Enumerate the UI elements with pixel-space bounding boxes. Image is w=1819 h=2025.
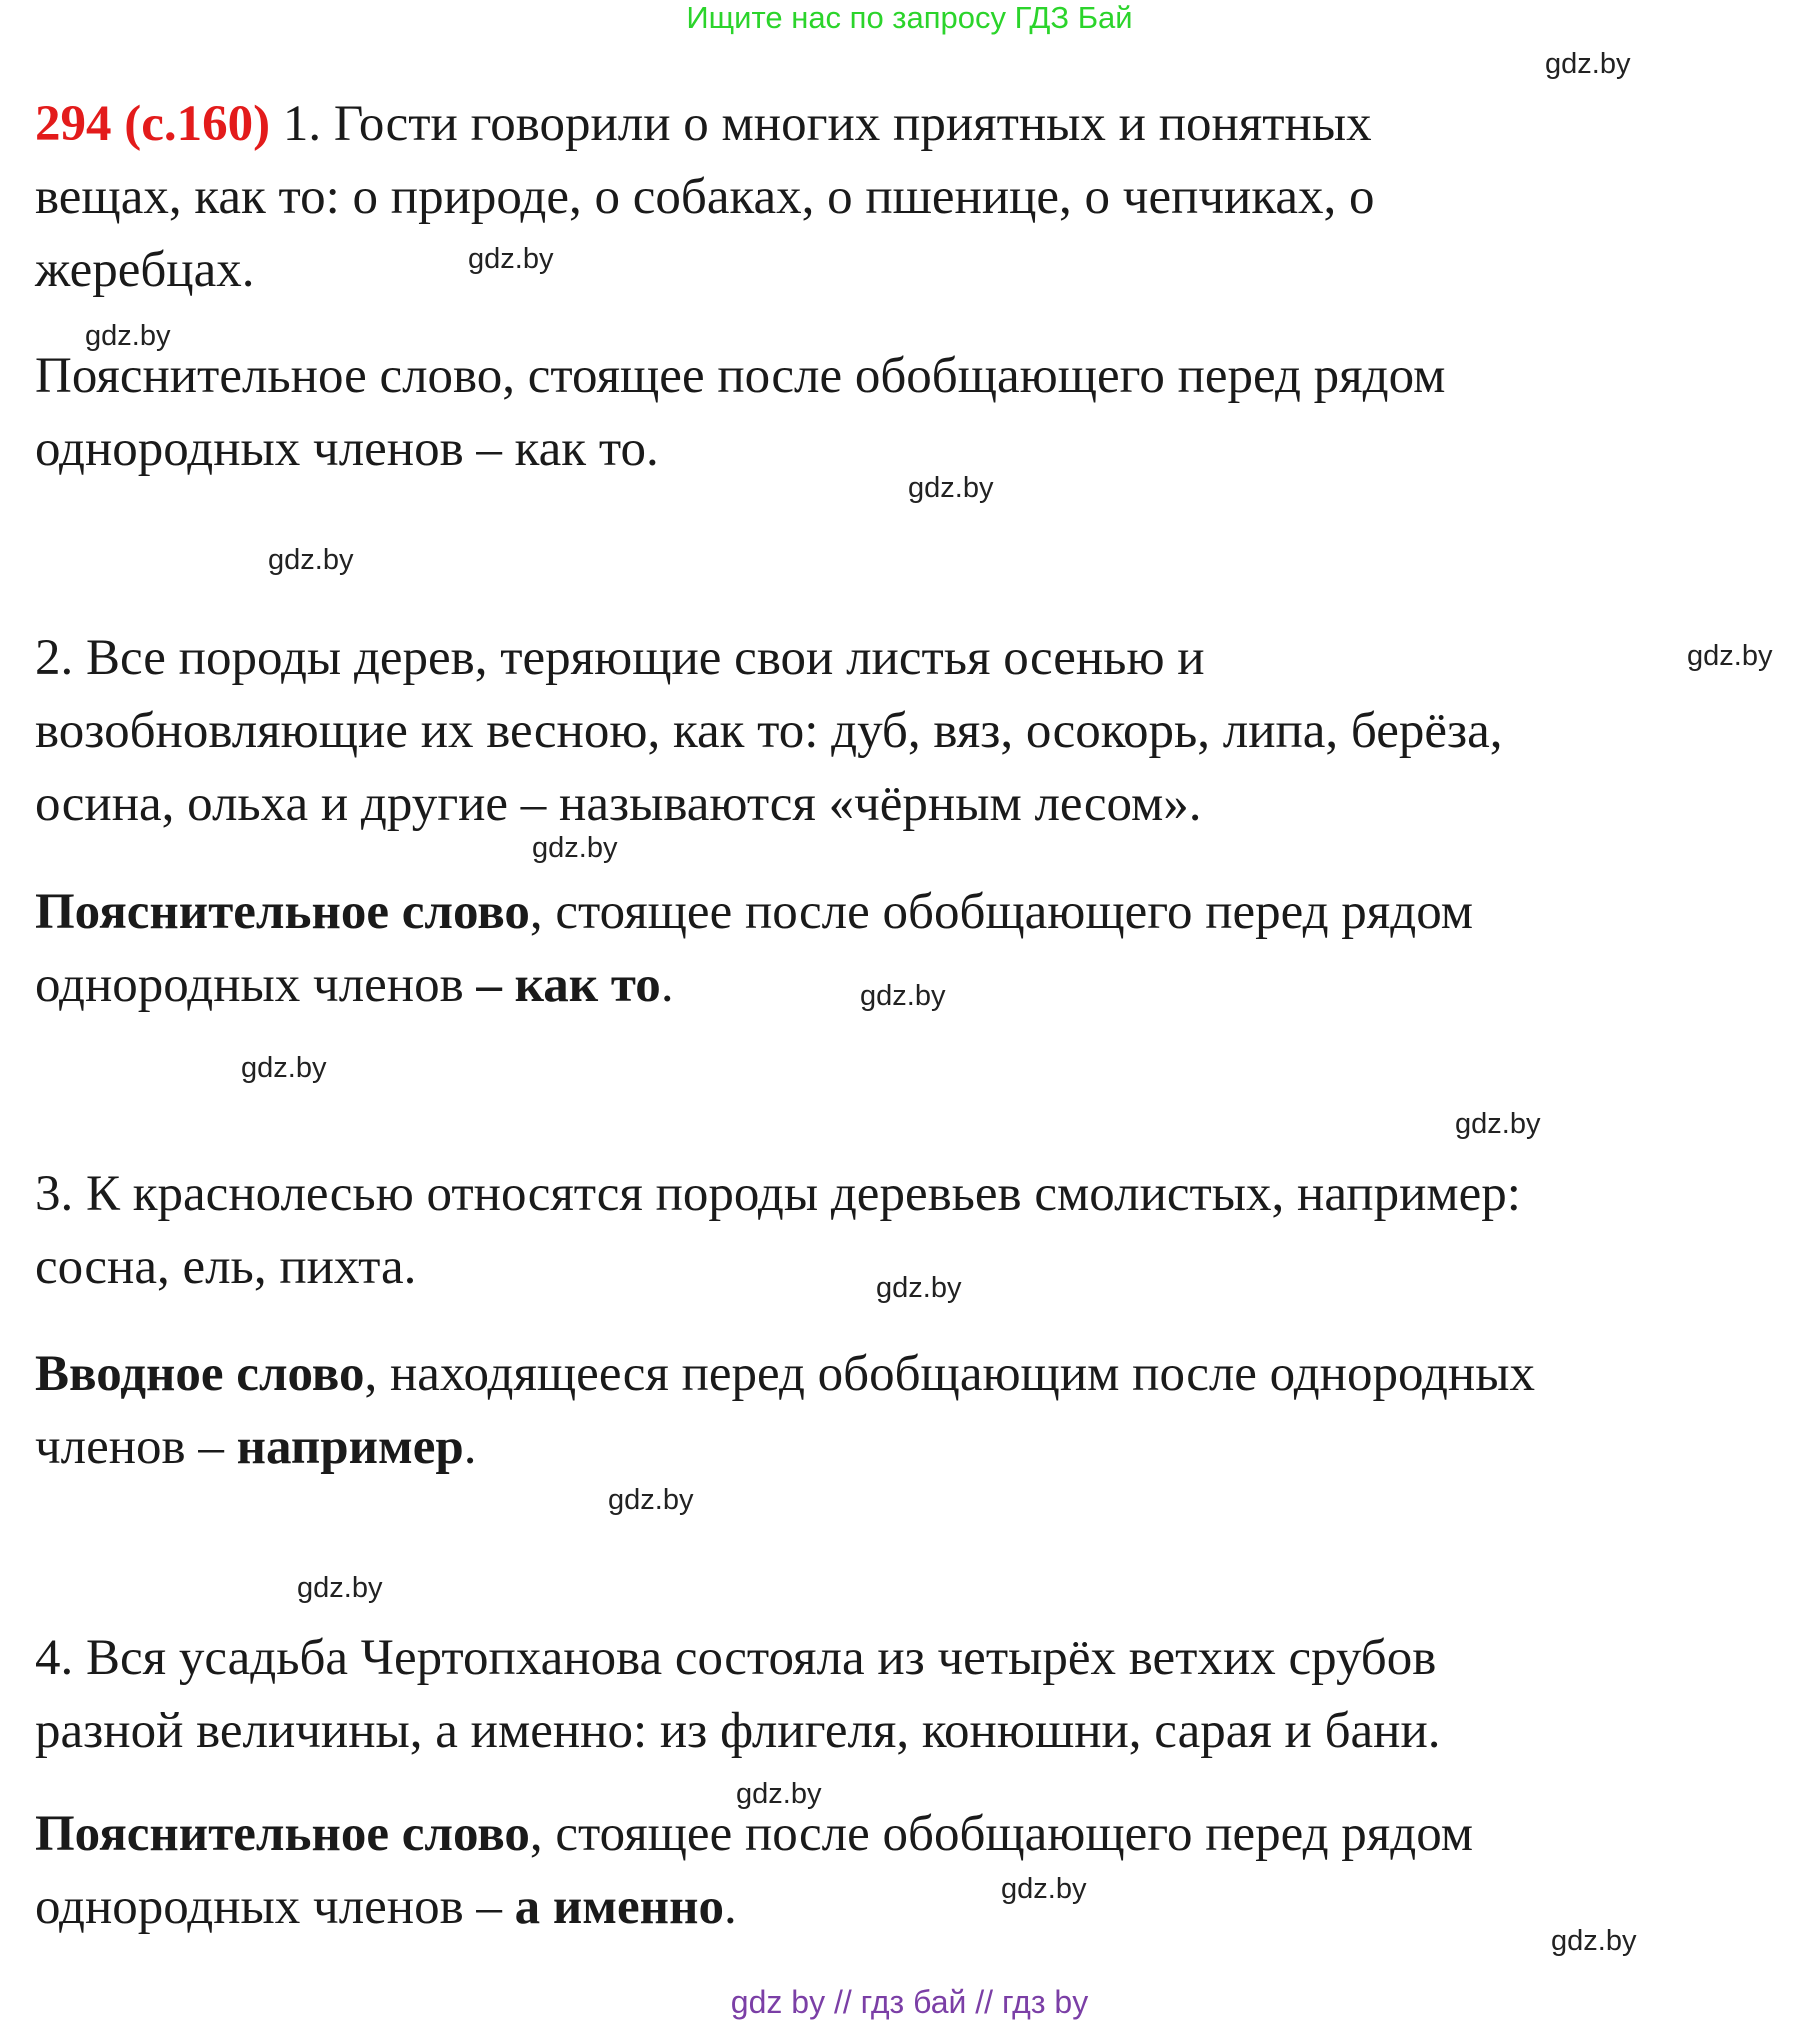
- item-2-line-2: возобновляющие их весною, как то: дуб, вяз, осокорь, липа, берёза,: [35, 703, 1503, 759]
- footer-links: gdz by // гдз бай // гдз by: [730, 1984, 1089, 2020]
- watermark: gdz.by: [860, 980, 946, 1012]
- item-2-expl-line-2: однородных членов – как то.: [35, 957, 674, 1013]
- item-1-explanation: [35, 340, 1795, 486]
- item-4-explanation: [35, 1798, 1795, 1944]
- item-2-line-1: 2. Все породы дерев, теряющие свои листья осенью и: [35, 630, 1205, 686]
- item-4-sentence: [35, 1622, 1795, 1768]
- item-1-expl-line-2: однородных членов – как то.: [35, 421, 659, 477]
- watermark: gdz.by: [1455, 1108, 1541, 1140]
- watermark: gdz.by: [736, 1778, 822, 1810]
- watermark: gdz.by: [532, 832, 618, 864]
- item-1-line-2: вещах, как то: о природе, о собаках, о пшенице, о чепчиках, о: [35, 169, 1375, 225]
- item-4-line-2: разной величины, а именно: из флигеля, конюшни, сарая и бани.: [35, 1703, 1441, 1759]
- watermark: gdz.by: [1001, 1873, 1087, 1905]
- item-3-explanation: [35, 1338, 1795, 1484]
- watermark: gdz.by: [468, 243, 554, 275]
- top-banner: Ищите нас по запросу ГДЗ Бай: [686, 0, 1133, 35]
- watermark: gdz.by: [908, 472, 994, 504]
- item-3-line-1: 3. К краснолесью относятся породы деревьев смолистых, например:: [35, 1166, 1521, 1222]
- item-4-expl-line-1: Пояснительное слово, стоящее после обобщающего перед рядом: [35, 1806, 1473, 1862]
- watermark: gdz.by: [297, 1572, 383, 1604]
- item-1-sentence: [35, 88, 1795, 307]
- watermark: gdz.by: [1687, 640, 1773, 672]
- item-1-line-1: 294 (с.160) 1. Гости говорили о многих приятных и понятных: [35, 96, 1372, 152]
- item-2-expl-line-1: Пояснительное слово, стоящее после обобщающего перед рядом: [35, 884, 1473, 940]
- item-4-line-1: 4. Вся усадьба Чертопханова состояла из четырёх ветхих срубов: [35, 1630, 1437, 1686]
- item-3-expl-line-1: Вводное слово, находящееся перед обобщающим после однородных: [35, 1346, 1535, 1402]
- watermark: gdz.by: [268, 544, 354, 576]
- item-1-line-3: жеребцах.: [35, 242, 255, 298]
- exercise-number: 294 (с.160): [35, 96, 271, 152]
- item-2-line-3: осина, ольха и другие – называются «чёрным лесом».: [35, 776, 1202, 832]
- watermark: gdz.by: [241, 1052, 327, 1084]
- item-4-expl-line-2: однородных членов – а именно.: [35, 1879, 737, 1935]
- watermark: gdz.by: [1545, 48, 1631, 80]
- item-3-expl-line-2: членов – например.: [35, 1419, 477, 1475]
- watermark: gdz.by: [876, 1272, 962, 1304]
- item-3-line-2: сосна, ель, пихта.: [35, 1239, 417, 1295]
- watermark: gdz.by: [1551, 1925, 1637, 1957]
- item-1-expl-line-1: Пояснительное слово, стоящее после обобщающего перед рядом: [35, 348, 1446, 404]
- item-2-sentence: [35, 622, 1795, 841]
- watermark: gdz.by: [85, 320, 171, 352]
- watermark: gdz.by: [608, 1484, 694, 1516]
